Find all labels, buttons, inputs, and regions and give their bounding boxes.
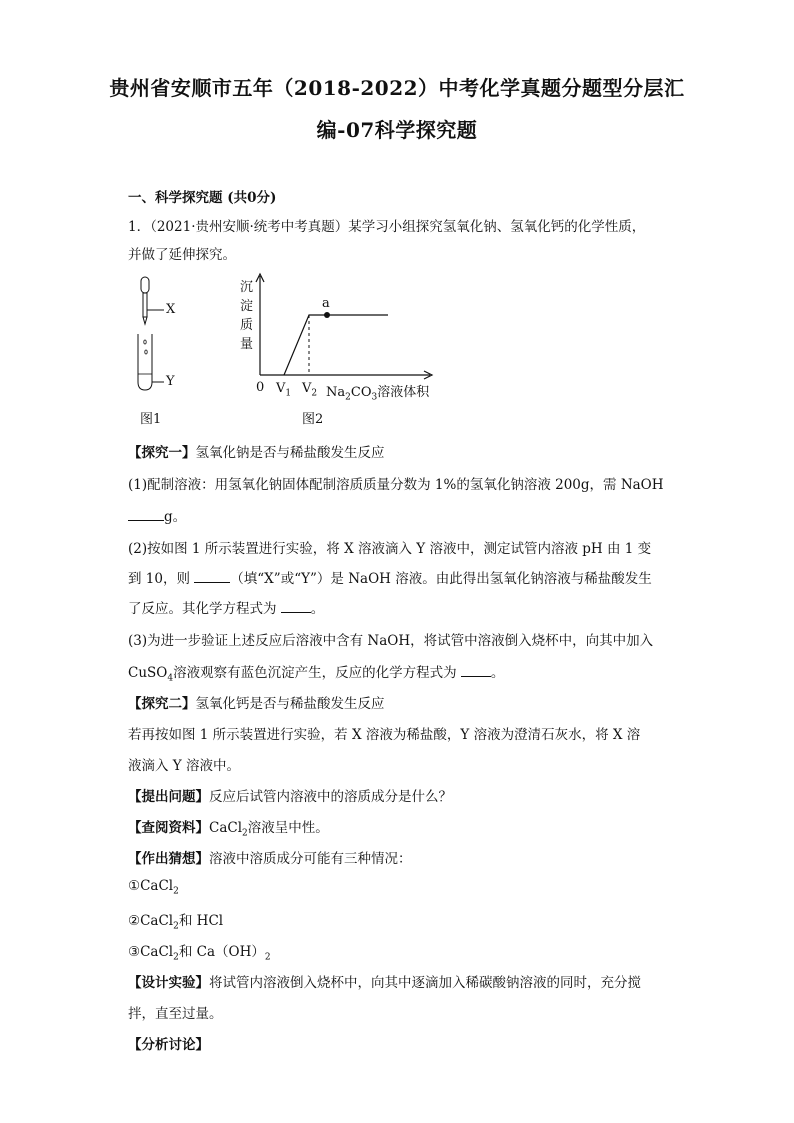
ask-question: 【提出问题】反应后试管内溶液中的溶质成分是什么？ <box>128 789 452 805</box>
explore-2-line1: 若再按如图 1 所示装置进行实验，若 X 溶液为稀盐酸，Y 溶液为澄清石灰水，将 X 溶 <box>128 727 641 743</box>
question-intro-line2: 并做了延伸探究。 <box>128 247 236 263</box>
explore-2-line2: 液滴入 Y 溶液中。 <box>128 758 240 774</box>
dropper-bulb <box>141 277 149 293</box>
part-1-line1: (1)配制溶液：用氢氧化钠固体配制溶质质量分数为 1%的氢氧化钠溶液 200g，需 NaOH <box>128 477 664 493</box>
explore-1-heading: 【探究一】氢氧化钠是否与稀盐酸发生反应 <box>128 445 385 461</box>
reference-info: 【查阅资料】CaCl$_2$溶液呈中性。 <box>128 820 329 839</box>
page-title-line2: 编-07科学探究题 <box>316 118 478 142</box>
answer-blank[interactable] <box>461 664 491 677</box>
dropper-tube <box>143 293 147 317</box>
v1-label: $V_1$ <box>276 381 292 399</box>
point-a-label: a <box>322 296 330 311</box>
hypothesis-2: ②CaCl$_2$和 HCl <box>128 913 224 932</box>
part-2-line2: 到 10，则 （填“X”或“Y”）是 NaOH 溶液。由此得出氢氧化钠溶液与稀盐酸发生 <box>128 571 652 587</box>
figure-2-caption: 图2 <box>302 412 324 427</box>
origin-label: 0 <box>256 380 265 395</box>
design-experiment-line1: 【设计实验】将试管内溶液倒入烧杯中，向其中逐滴加入稀碳酸钠溶液的同时，充分搅 <box>128 975 641 991</box>
figure-1-caption: 图1 <box>140 412 162 427</box>
x-axis-label: $Na_2CO_3$溶液体积 <box>326 385 430 403</box>
v2-label: $V_2$ <box>302 381 318 399</box>
page-title-line1: 贵州省安顺市五年（2018-2022）中考化学真题分题型分层汇 <box>109 76 685 100</box>
answer-blank[interactable] <box>281 600 311 613</box>
answer-blank[interactable] <box>194 570 230 583</box>
hypothesis: 【作出猜想】溶液中溶质成分可能有三种情况： <box>128 851 412 867</box>
analysis-heading: 【分析讨论】 <box>128 1037 209 1053</box>
design-experiment-line2: 拌，直至过量。 <box>128 1006 223 1022</box>
part-1-line2: g。 <box>128 505 186 525</box>
hypothesis-1: ①CaCl$_2$ <box>128 878 179 897</box>
figure-2-ylabel: 沉 淀 质 量 <box>240 280 254 352</box>
section-heading: 一、科学探究题 (共0分) <box>128 190 277 206</box>
figure-1-label-y: Y <box>166 374 175 389</box>
question-intro-line1: 1．（2021·贵州安顺·统考中考真题）某学习小组探究氢氧化钠、氢氧化钙的化学性质， <box>128 219 646 235</box>
figure-1-apparatus <box>128 272 188 397</box>
part-3-line2: CuSO$_4$溶液观察有蓝色沉淀产生，反应的化学方程式为 。 <box>128 665 505 684</box>
point-a <box>324 312 330 318</box>
test-tube <box>138 334 152 390</box>
part-2-line1: (2)按如图 1 所示装置进行实验，将 X 溶液滴入 Y 溶液中，测定试管内溶液 pH 由 1 变 <box>128 541 652 557</box>
part-2-line3: 了反应。其化学方程式为 。 <box>128 601 325 617</box>
explore-2-heading: 【探究二】氢氧化钙是否与稀盐酸发生反应 <box>128 696 385 712</box>
answer-blank[interactable] <box>128 508 164 521</box>
part-3-line1: (3)为进一步验证上述反应后溶液中含有 NaOH，将试管中溶液倒入烧杯中，向其中加入 <box>128 633 654 649</box>
figure-1-label-x: X <box>166 302 176 317</box>
hypothesis-3: ③CaCl$_2$和 $Ca(OH)_2$ <box>128 944 271 963</box>
precipitate-curve <box>284 315 388 375</box>
